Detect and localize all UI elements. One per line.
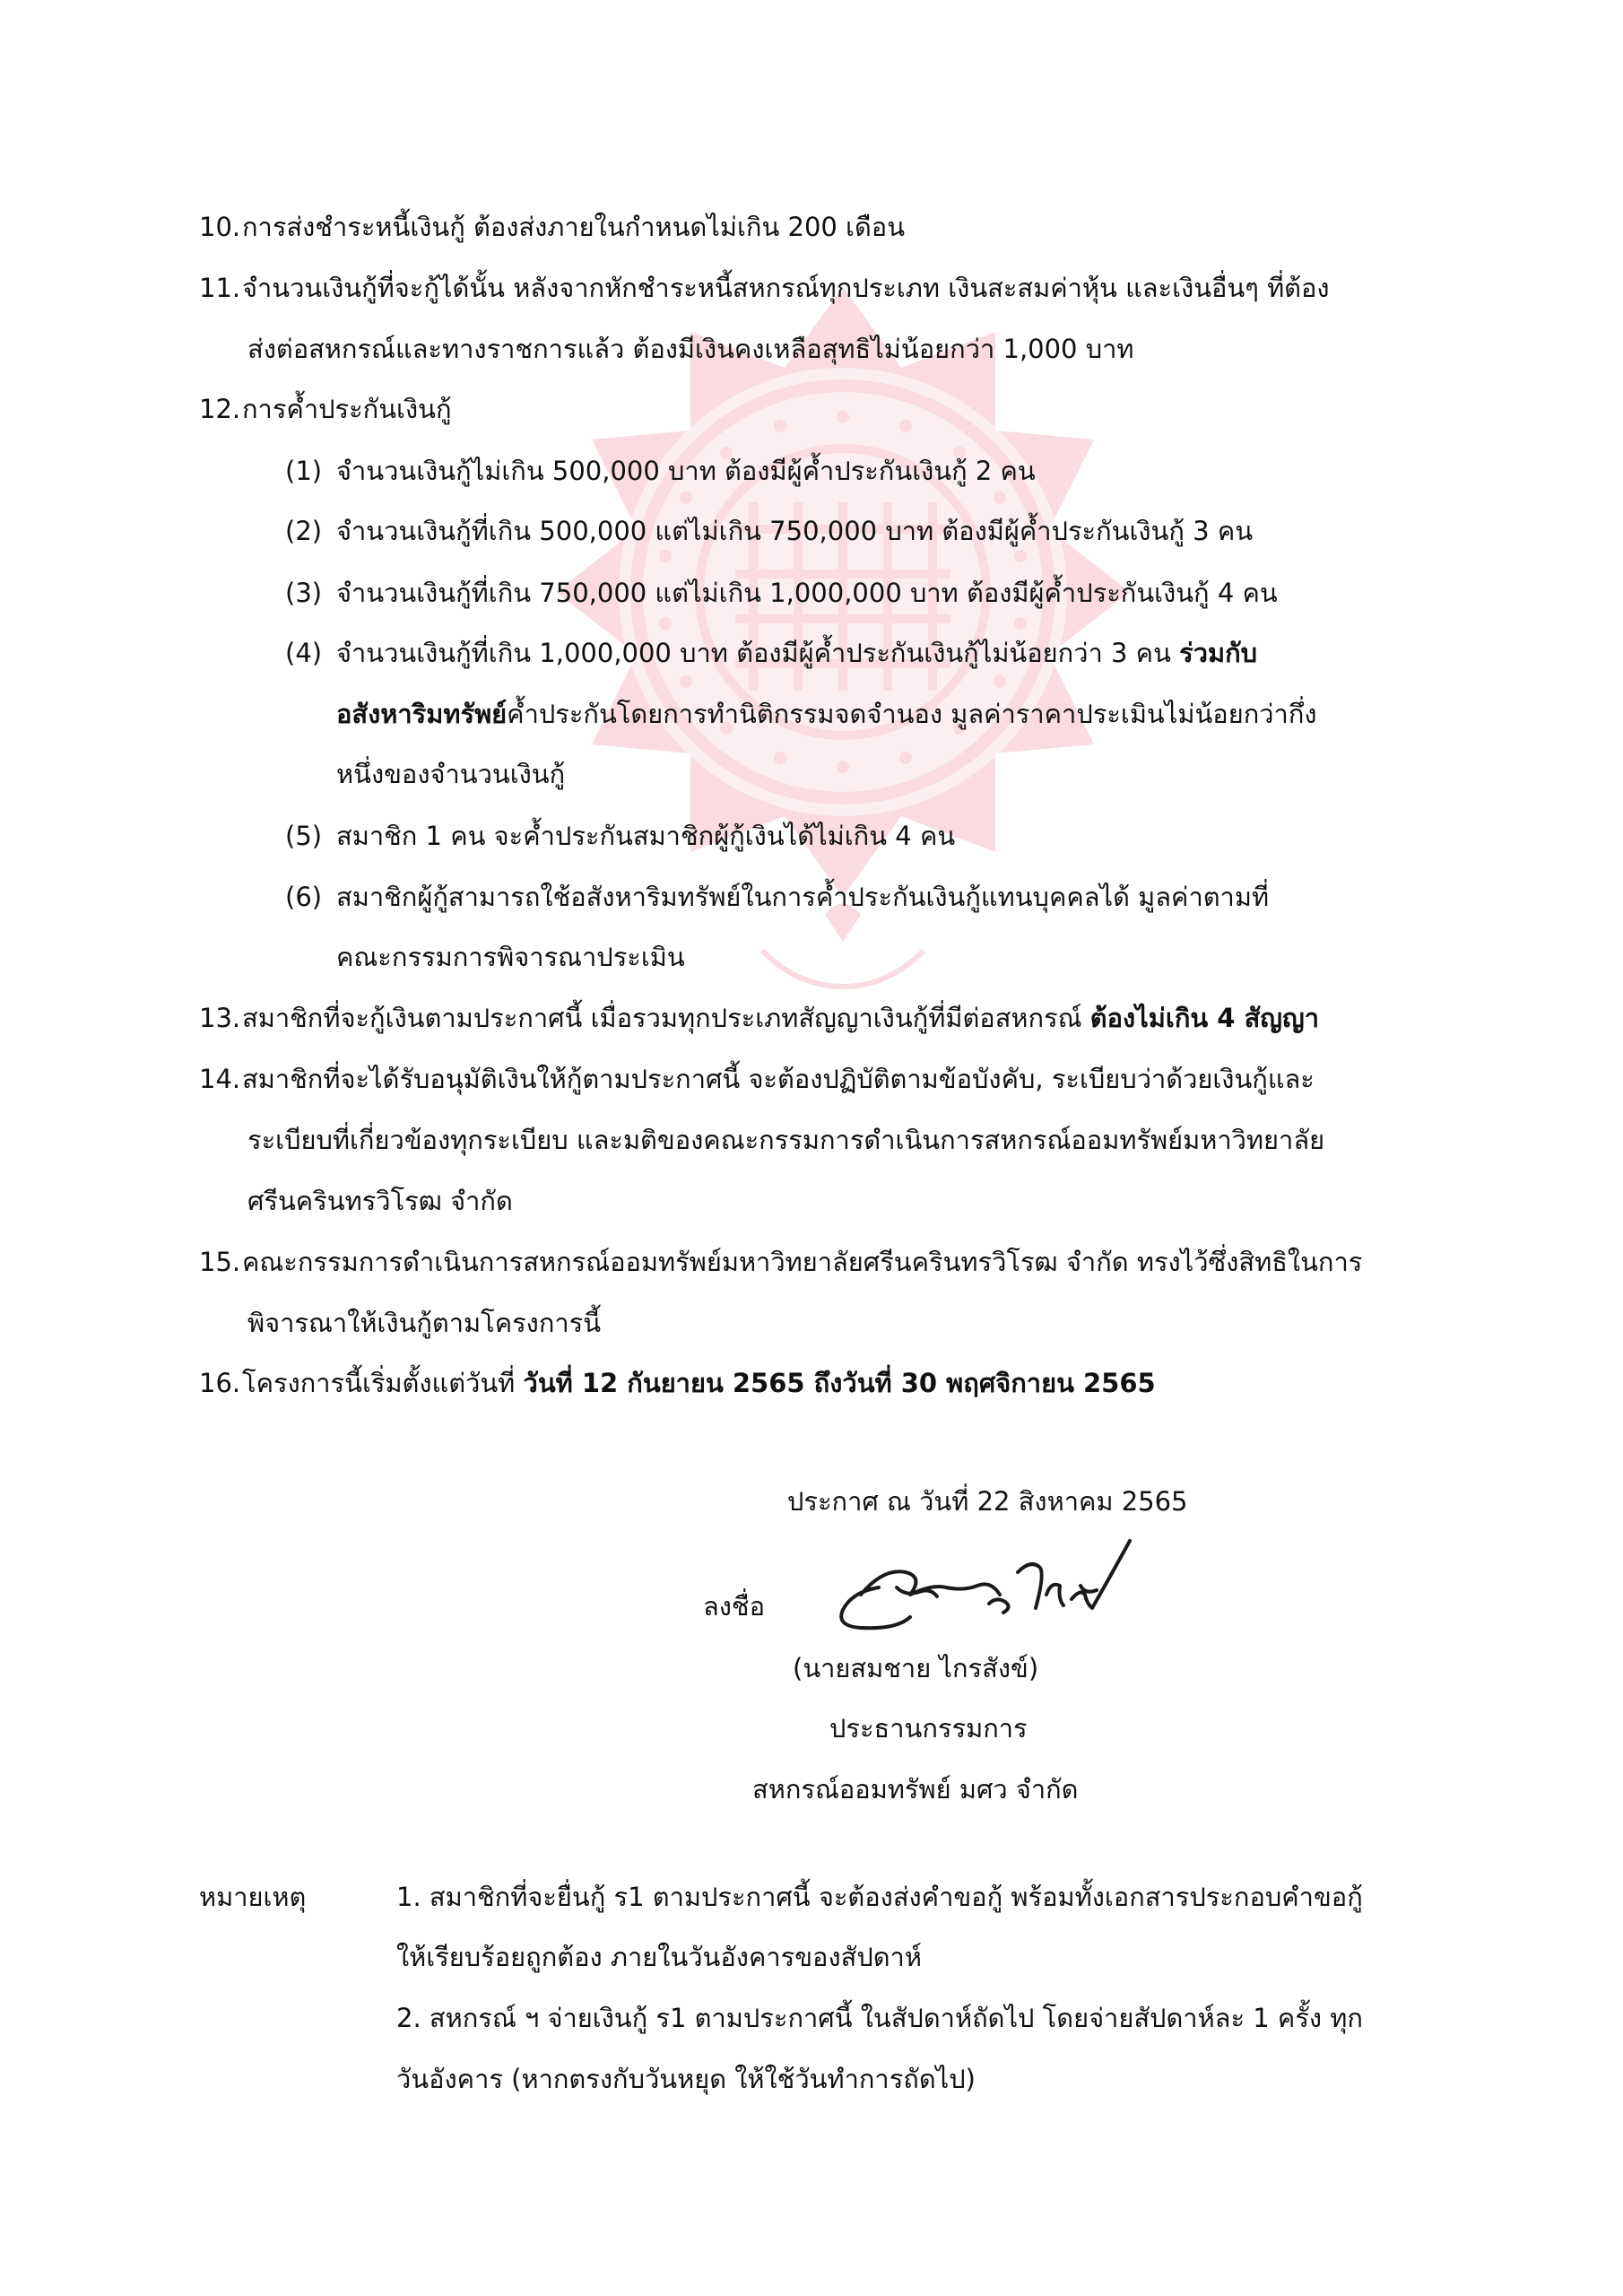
item-16-text-normal: โครงการนี้เริ่มตั้งแต่วันที่ <box>242 1368 524 1398</box>
item-16-text-bold: วันที่ 12 กันยายน 2565 ถึงวันที่ 30 พฤศจิกายน 2565 <box>523 1368 1156 1398</box>
item-15-text-line1: คณะกรรมการดำเนินการสหกรณ์ออมทรัพย์มหาวิทยาลัยศรีนครินทรวิโรฒ จำกัด ทรงไว้ซึ่งสิทธิในการ <box>242 1247 1363 1277</box>
item-14-text-line1: สมาชิกที่จะได้รับอนุมัติเงินให้กู้ตามประกาศนี้ จะต้องปฏิบัติตามข้อบังคับ, ระเบียบว่าด้วยเงินกู้และ <box>242 1064 1315 1094</box>
item-12-text: การค้ำประกันเงินกู้ <box>242 394 452 424</box>
subitem-4-text-bold: ร่วมกับ <box>1179 638 1258 668</box>
item-13-text-bold: ต้องไม่เกิน 4 สัญญา <box>1089 1003 1319 1033</box>
subitem-3-number: (3) <box>285 578 323 608</box>
subitem-1-text: จำนวนเงินกู้ไม่เกิน 500,000 บาท ต้องมีผู้ค้ำประกันเงินกู้ 2 คน <box>336 456 1036 486</box>
remark-1-line2: ให้เรียบร้อยถูกต้อง ภายในวันอังคารของสัปดาห์ <box>396 1942 922 1972</box>
announcement-date: ประกาศ ณ วันที่ 22 สิงหาคม 2565 <box>787 1486 1188 1517</box>
item-16-text <box>242 1365 1156 1401</box>
subitem-4-number: (4) <box>285 638 323 668</box>
subitem-4-text-line3: หนึ่งของจำนวนเงินกู้ <box>336 759 566 789</box>
subitem-6-number: (6) <box>285 882 323 912</box>
subitem-4-text-normal: จำนวนเงินกู้ที่เกิน 1,000,000 บาท ต้องมีผู้ค้ำประกันเงินกู้ไม่น้อยกว่า 3 คน <box>336 638 1180 668</box>
item-13-number: 13. <box>199 1003 241 1033</box>
sign-label: ลงชื่อ <box>703 1591 766 1622</box>
item-14-text-line3: ศรีนครินทรวิโรฒ จำกัด <box>247 1186 513 1216</box>
signer-name: (นายสมชาย ไกรสังข์) <box>793 1653 1039 1683</box>
remark-2-line1: 2. สหกรณ์ ฯ จ่ายเงินกู้ ร1 ตามประกาศนี้ ในสัปดาห์ถัดไป โดยจ่ายสัปดาห์ละ 1 ครั้ง ทุก <box>396 2003 1363 2033</box>
item-12-number: 12. <box>199 394 241 424</box>
subitem-4-text-line2 <box>336 696 1317 732</box>
subitem-4-text-line1 <box>336 635 1257 671</box>
item-15-text-line2: พิจารณาให้เงินกู้ตามโครงการนี้ <box>247 1308 602 1338</box>
item-13-text-normal: สมาชิกที่จะกู้เงินตามประกาศนี้ เมื่อรวมทุกประเภทสัญญาเงินกู้ที่มีต่อสหกรณ์ <box>242 1003 1090 1033</box>
item-10-text: การส่งชำระหนี้เงินกู้ ต้องส่งภายในกำหนดไม่เกิน 200 เดือน <box>242 212 906 242</box>
subitem-3-text: จำนวนเงินกู้ที่เกิน 750,000 แต่ไม่เกิน 1,000,000 บาท ต้องมีผู้ค้ำประกันเงินกู้ 4 คน <box>336 578 1278 608</box>
item-14-number: 14. <box>199 1064 241 1094</box>
subitem-1-number: (1) <box>285 456 323 486</box>
subitem-6-text-line1: สมาชิกผู้กู้สามารถใช้อสังหาริมทรัพย์ในการค้ำประกันเงินกู้แทนบุคคลได้ มูลค่าตามที่ <box>336 882 1270 912</box>
handwritten-signature <box>812 1532 1161 1631</box>
subitem-4-line2-normal: ค้ำประกันโดยการทำนิติกรรมจดจำนอง มูลค่าราคาประเมินไม่น้อยกว่ากึ่ง <box>507 699 1317 729</box>
subitem-6-text-line2: คณะกรรมการพิจารณาประเมิน <box>336 942 685 972</box>
signer-title: ประธานกรรมการ <box>829 1713 1028 1744</box>
item-13-text <box>242 1000 1319 1036</box>
item-11-text-line2: ส่งต่อสหกรณ์และทางราชการแล้ว ต้องมีเงินคงเหลือสุทธิไม่น้อยกว่า 1,000 บาท <box>247 334 1134 364</box>
organization-name: สหกรณ์ออมทรัพย์ มศว จำกัด <box>752 1774 1079 1805</box>
item-16-number: 16. <box>199 1368 241 1398</box>
subitem-5-text: สมาชิก 1 คน จะค้ำประกันสมาชิกผู้กู้เงินได้ไม่เกิน 4 คน <box>336 821 956 851</box>
remarks-label: หมายเหตุ <box>199 1882 307 1912</box>
subitem-2-text: จำนวนเงินกู้ที่เกิน 500,000 แต่ไม่เกิน 750,000 บาท ต้องมีผู้ค้ำประกันเงินกู้ 3 คน <box>336 516 1254 546</box>
subitem-2-number: (2) <box>285 516 323 546</box>
item-14-text-line2: ระเบียบที่เกี่ยวข้องทุกระเบียบ และมติของคณะกรรมการดำเนินการสหกรณ์ออมทรัพย์มหาวิทยาลัย <box>247 1125 1325 1155</box>
item-11-text-line1: จำนวนเงินกู้ที่จะกู้ได้นั้น หลังจากหักชำระหนี้สหกรณ์ทุกประเภท เงินสะสมค่าหุ้น และเงินอื่นๆ ที่ต้อง <box>242 273 1330 303</box>
item-15-number: 15. <box>199 1247 241 1277</box>
remark-2-line2: วันอังคาร (หากตรงกับวันหยุด ให้ใช้วันทำการถัดไป) <box>396 2064 976 2094</box>
subitem-5-number: (5) <box>285 821 323 851</box>
item-11-number: 11. <box>199 273 241 303</box>
subitem-4-line2-bold: อสังหาริมทรัพย์ <box>336 699 508 729</box>
remark-1-line1: 1. สมาชิกที่จะยื่นกู้ ร1 ตามประกาศนี้ จะต้องส่งคำขอกู้ พร้อมทั้งเอกสารประกอบคำขอกู้ <box>396 1882 1363 1912</box>
item-10-number: 10. <box>199 212 241 242</box>
